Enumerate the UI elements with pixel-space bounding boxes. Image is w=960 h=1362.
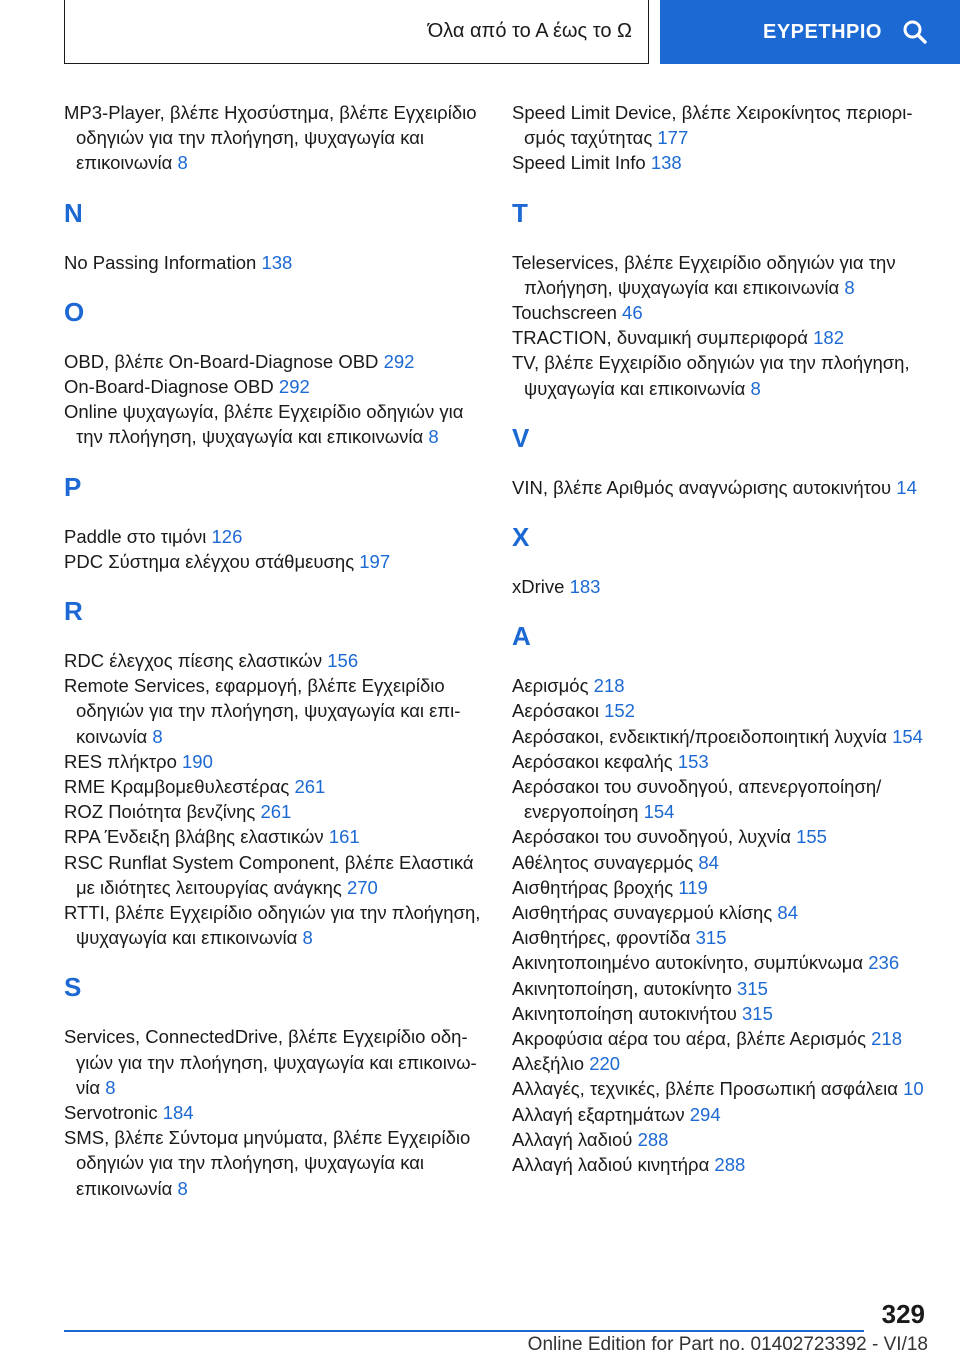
index-page-link[interactable]: 315: [742, 1002, 773, 1024]
index-entry-text: Αερόσακοι του συνοδηγού, απενεργοποίηση/ ενεργοποίηση: [512, 776, 882, 823]
index-entry: [512, 950, 930, 975]
index-entry-text: Paddle στο τιμόνι: [64, 525, 207, 547]
index-entry: [512, 900, 930, 925]
index-page-link[interactable]: 84: [777, 902, 798, 924]
index-page-link[interactable]: 10: [903, 1078, 924, 1100]
index-entry: [64, 100, 482, 176]
index-entry-text: RTTI, βλέπε Εγχειρίδιο οδηγιών για την πλοήγηση, ψυχαγωγία και επικοινωνία: [64, 902, 481, 949]
index-entry: [512, 1076, 930, 1101]
index-entry-text: Ακροφύσια αέρα του αέρα, βλέπε Αερισμός: [512, 1028, 866, 1050]
index-entry: [64, 648, 482, 673]
index-entry-text: Speed Limit Info: [512, 152, 646, 174]
index-page-link[interactable]: 218: [871, 1028, 902, 1050]
index-entry: [64, 799, 482, 824]
index-entry-text: TRACTION, δυναμική συμπεριφορά: [512, 327, 808, 349]
index-letter-heading: O: [64, 296, 85, 327]
index-entry: [64, 900, 482, 950]
header-index-tab[interactable]: [660, 0, 960, 64]
index-entry-text: RME Κραμβομεθυλεστέρας: [64, 776, 290, 798]
index-page-link[interactable]: 261: [294, 776, 326, 798]
index-entry-text: Services, ConnectedDrive, βλέπε Εγχειρίδιο οδηγιών για την πλοήγηση, ψυχαγωγία και επικοινωνία: [64, 1026, 477, 1098]
index-entry: [64, 824, 482, 849]
index-page-link[interactable]: 8: [844, 276, 855, 298]
index-entry: [512, 1127, 930, 1152]
index-entry-text: Αερόσακοι: [512, 700, 599, 722]
index-entry-text: xDrive: [512, 576, 565, 598]
index-entry-text: RPA Ένδειξη βλάβης ελαστικών: [64, 826, 324, 848]
index-entry: [64, 673, 482, 749]
index-entry-text: RES πλήκτρο: [64, 750, 177, 772]
index-page-link[interactable]: 8: [302, 927, 313, 949]
index-page-link[interactable]: 8: [177, 152, 188, 174]
index-page-link[interactable]: 177: [657, 127, 689, 149]
index-page-link[interactable]: 8: [750, 377, 761, 399]
index-page-link[interactable]: 154: [643, 801, 675, 823]
index-entry: [64, 399, 482, 449]
index-page-link[interactable]: 154: [892, 725, 923, 747]
index-page-link[interactable]: 46: [622, 302, 643, 324]
index-entry-text: Αθέλητος συναγερμός: [512, 851, 694, 873]
index-entry: [512, 774, 930, 824]
index-entry: [512, 1051, 930, 1076]
index-entry-text: Αισθητήρας βροχής: [512, 876, 674, 898]
index-entry-text: RDC έλεγχος πίεσης ελαστικών: [64, 650, 323, 672]
index-page-link[interactable]: 261: [260, 801, 292, 823]
index-label[interactable]: ΕΥΡΕΤΗΡΙΟ: [763, 20, 882, 43]
index-page-link[interactable]: 8: [428, 426, 439, 448]
index-letter-heading: N: [64, 197, 83, 228]
index-letter-heading: S: [64, 972, 82, 1003]
index-page-link[interactable]: 119: [678, 876, 708, 898]
index-page-link[interactable]: 315: [737, 977, 768, 999]
index-entry: [512, 325, 930, 350]
index-entry: [512, 300, 930, 325]
index-entry-text: Teleservices, βλέπε Εγχειρίδιο οδηγιών για την πλοήγηση, ψυχαγωγία και επικοινωνία: [512, 251, 896, 298]
index-entry: [64, 349, 482, 374]
footer-edition-text: Online Edition for Part no. 01402723392 - VI/18: [527, 1334, 928, 1355]
index-letter-heading: R: [64, 596, 83, 627]
index-page-link[interactable]: 152: [604, 700, 635, 722]
index-entry-text: Αερόσακοι κεφαλής: [512, 750, 673, 772]
index-entry: [64, 1125, 482, 1201]
index-entry-text: Αλεξήλιο: [512, 1053, 585, 1075]
index-entry: [512, 824, 930, 849]
index-entry: [512, 925, 930, 950]
index-page-link[interactable]: 8: [177, 1177, 188, 1199]
index-entry: [512, 475, 930, 500]
index-entry-text: No Passing Information: [64, 251, 257, 273]
index-page-link[interactable]: 220: [589, 1053, 621, 1075]
index-entry-text: Online ψυχαγωγία, βλέπε Εγχειρίδιο οδηγιών για την πλοήγηση, ψυχαγωγία και επικοινωνία: [64, 401, 464, 448]
index-entry: [512, 850, 930, 875]
index-entry: [64, 524, 482, 549]
index-entry-text: VIN, βλέπε Αριθμός αναγνώρισης αυτοκινήτου: [512, 476, 892, 498]
section-link[interactable]: Όλα από το Α έως το Ω: [427, 20, 632, 42]
header-section-tab[interactable]: [64, 0, 649, 64]
index-entry: [512, 1026, 930, 1051]
index-entry: [512, 250, 930, 300]
index-entry-text: Ακινητοποίηση, αυτοκίνητο: [512, 977, 732, 999]
index-page-link[interactable]: 138: [650, 152, 682, 174]
index-page-link[interactable]: 138: [261, 251, 293, 273]
index-entry: [512, 350, 930, 400]
index-entry-text: Servotronic: [64, 1102, 158, 1124]
index-page-link[interactable]: 292: [383, 350, 415, 372]
index-letter-heading: V: [512, 422, 530, 453]
index-letter-heading: T: [512, 197, 528, 228]
index-page-link[interactable]: 315: [695, 927, 727, 949]
index-letter-heading: Α: [512, 621, 531, 652]
index-page-link[interactable]: 197: [359, 550, 391, 572]
index-entry-text: Αλλαγή λαδιού κινητήρα: [512, 1154, 710, 1176]
index-entry: [64, 549, 482, 574]
index-entry-text: Αερόσακοι του συνοδηγού, λυχνία: [512, 826, 791, 848]
index-page-link[interactable]: 155: [796, 826, 827, 848]
index-entry: [512, 100, 930, 150]
index-entry: [64, 850, 482, 900]
index-entry: [64, 374, 482, 399]
index-page-link[interactable]: 182: [813, 327, 844, 349]
index-entry-text: Ακινητοποίηση αυτοκινήτου: [512, 1002, 737, 1024]
index-entry: [64, 774, 482, 799]
index-entry-text: RSC Runflat System Component, βλέπε Ελαστικά με ιδιότητες λειτουργίας ανάγκης: [64, 851, 474, 898]
index-page-link[interactable]: 292: [278, 376, 310, 398]
index-entry-text: PDC Σύστημα ελέγχου στάθμευσης: [64, 550, 355, 572]
index-entry: [64, 1024, 482, 1100]
index-page-link[interactable]: 184: [162, 1102, 194, 1124]
index-entry: [512, 976, 930, 1001]
index-entry-text: Αισθητήρες, φροντίδα: [512, 927, 691, 949]
index-entry-text: Αλλαγή λαδιού: [512, 1128, 633, 1150]
index-page-link[interactable]: 294: [689, 1103, 721, 1125]
index-page-link[interactable]: 153: [677, 750, 709, 772]
index-entry-text: Remote Services, εφαρμογή, βλέπε Εγχειρίδιο οδηγιών για την πλοήγηση, ψυχαγωγία και επικοινωνία: [64, 675, 461, 747]
footer-divider: [64, 1330, 864, 1332]
index-page-link[interactable]: 236: [868, 952, 900, 974]
index-page-link[interactable]: 183: [569, 576, 601, 598]
index-page-link[interactable]: 288: [637, 1128, 669, 1150]
index-entry-text: On-Board-Diagnose OBD: [64, 376, 274, 398]
search-icon[interactable]: [902, 19, 928, 45]
index-entry-text: OBD, βλέπε On-Board-Diagnose OBD: [64, 350, 379, 372]
index-entry-text: Ακινητοποιημένο αυτοκίνητο, συμπύκνωμα: [512, 952, 864, 974]
index-page-link[interactable]: 8: [105, 1076, 116, 1098]
index-entry: [512, 574, 930, 599]
index-page-link[interactable]: 161: [328, 826, 360, 848]
index-entry: [512, 698, 930, 723]
index-entry-text: ROZ Ποιότητα βενζίνης: [64, 801, 256, 823]
index-entry-text: Αερισμός: [512, 675, 589, 697]
index-entry: [64, 1100, 482, 1125]
index-page-link[interactable]: 270: [346, 876, 378, 898]
index-page-link[interactable]: 126: [211, 525, 243, 547]
index-column-left: [64, 100, 482, 1201]
index-entry: [64, 250, 482, 275]
index-page-link[interactable]: 190: [182, 750, 213, 772]
index-page-link[interactable]: 288: [714, 1154, 746, 1176]
index-entry: [64, 749, 482, 774]
index-entry: [512, 1102, 930, 1127]
index-entry-text: Αισθητήρας συναγερμού κλίσης: [512, 902, 773, 924]
index-entry: [512, 749, 930, 774]
index-entry: [512, 1152, 930, 1177]
index-entry-text: Αερόσακοι, ενδεικτική/προειδοποιητική λυχνία: [512, 725, 887, 747]
index-column-right: [512, 100, 930, 1177]
index-entry-text: Speed Limit Device, βλέπε Χειροκίνητος περιορισμός ταχύτητας: [512, 102, 913, 149]
index-page-link[interactable]: 218: [593, 675, 625, 697]
index-page-link[interactable]: 14: [896, 476, 917, 498]
index-entry-text: Αλλαγές, τεχνικές, βλέπε Προσωπική ασφάλεια: [512, 1078, 898, 1100]
index-page-link[interactable]: 84: [698, 851, 719, 873]
index-page-link[interactable]: 156: [327, 650, 359, 672]
index-entry-text: Αλλαγή εξαρτημάτων: [512, 1103, 685, 1125]
index-letter-heading: P: [64, 471, 82, 502]
index-page-link[interactable]: 8: [152, 725, 163, 747]
index-entry-text: TV, βλέπε Εγχειρίδιο οδηγιών για την πλοήγηση, ψυχαγωγία και επικοινωνία: [512, 352, 910, 399]
index-entry-text: MP3-Player, βλέπε Ηχοσύστημα, βλέπε Εγχειρίδιο οδηγιών για την πλοήγηση, ψυχαγωγία και επικοινωνία: [64, 102, 477, 174]
index-entry-text: Touchscreen: [512, 302, 617, 324]
index-entry: [512, 875, 930, 900]
index-entry-text: SMS, βλέπε Σύντομα μηνύματα, βλέπε Εγχειρίδιο οδηγιών για την πλοήγηση, ψυχαγωγία και επικοινωνία: [64, 1127, 471, 1199]
index-entry: [512, 673, 930, 698]
index-entry: [512, 724, 930, 749]
index-entry: [512, 150, 930, 175]
index-entry: [512, 1001, 930, 1026]
index-letter-heading: X: [512, 522, 530, 553]
page-number: 329: [881, 1299, 925, 1329]
